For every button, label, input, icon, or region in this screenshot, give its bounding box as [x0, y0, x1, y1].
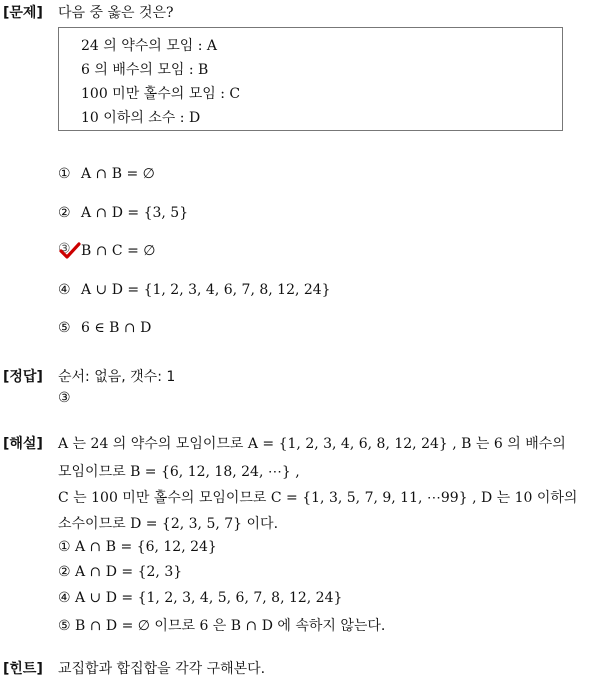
- hint-label: [힌트]: [3, 661, 43, 677]
- option-5[interactable]: [58, 320, 151, 336]
- option-number: ⑤: [58, 320, 71, 336]
- explanation-line: 소수이므로 D = {2, 3, 5, 7} 이다.: [58, 516, 279, 532]
- option-text: B ∩ C = ∅: [81, 243, 156, 259]
- option-4[interactable]: [58, 282, 331, 298]
- question-label: [문제]: [3, 5, 43, 21]
- condition-line: 24 의 약수의 모임 : A: [81, 38, 218, 54]
- answer-label: [정답]: [3, 369, 43, 385]
- option-text: A ∩ D = {3, 5}: [81, 205, 189, 221]
- question-stem: 다음 중 옳은 것은?: [58, 5, 174, 21]
- explanation-line: ④ A ∪ D = {1, 2, 3, 4, 5, 6, 7, 8, 12, 24}: [58, 590, 343, 606]
- option-number: ②: [58, 205, 71, 221]
- option-text: 6 ∈ B ∩ D: [81, 320, 152, 336]
- option-2[interactable]: [58, 205, 188, 221]
- answer-meta: 순서: 없음, 갯수: 1: [58, 369, 176, 385]
- explanation-line: C 는 100 미만 홀수의 모임이므로 C = {1, 3, 5, 7, 9, 11, ⋯99} , D 는 10 이하의: [58, 490, 578, 506]
- explanation-line: A 는 24 의 약수의 모임이므로 A = {1, 2, 3, 4, 6, 8, 12, 24} , B 는 6 의 배수의: [58, 436, 566, 452]
- check-mark-icon: [59, 242, 81, 260]
- explanation-line: ⑤ B ∩ D = ∅ 이므로 6 은 B ∩ D 에 속하지 않는다.: [58, 618, 386, 634]
- explanation-label: [해설]: [3, 436, 43, 452]
- option-text: A ∩ B = ∅: [81, 166, 155, 182]
- option-number: ③: [58, 241, 71, 257]
- option-number: ①: [58, 166, 71, 182]
- condition-line: 6 의 배수의 모임 : B: [81, 62, 209, 78]
- option-number: ④: [58, 282, 71, 298]
- answer-value: ③: [58, 390, 71, 406]
- condition-box: [58, 27, 563, 131]
- option-3[interactable]: [81, 243, 155, 259]
- condition-line: 10 이하의 소수 : D: [81, 110, 201, 126]
- hint-text: 교집합과 합집합을 각각 구해본다.: [58, 661, 266, 677]
- explanation-line: 모임이므로 B = {6, 12, 18, 24, ⋯} ,: [58, 464, 300, 480]
- option-1[interactable]: [58, 166, 155, 182]
- explanation-line: ① A ∩ B = {6, 12, 24}: [58, 539, 217, 555]
- option-text: A ∪ D = {1, 2, 3, 4, 6, 7, 8, 12, 24}: [81, 282, 331, 298]
- explanation-line: ② A ∩ D = {2, 3}: [58, 564, 183, 580]
- condition-line: 100 미만 홀수의 모임 : C: [81, 86, 241, 102]
- selected-marker: [58, 241, 82, 261]
